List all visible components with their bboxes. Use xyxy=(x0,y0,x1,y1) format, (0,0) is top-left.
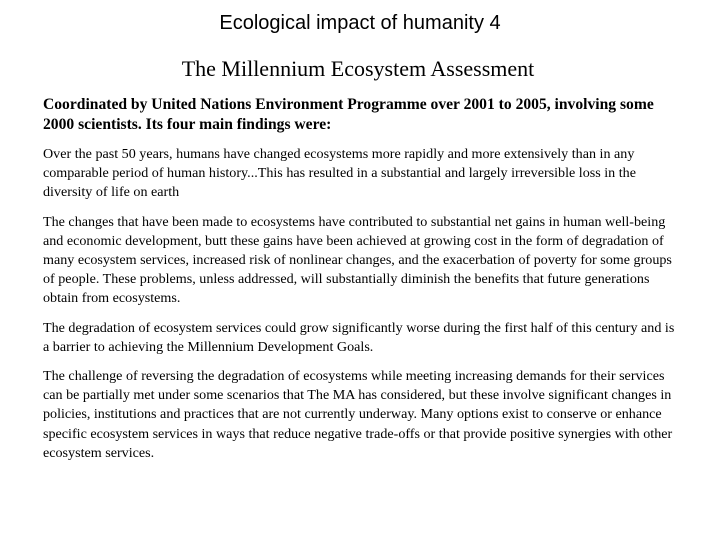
finding-paragraph-4: The challenge of reversing the degradation of ecosystems while meeting increasing demands for their services can be partially met under some scenarios that The MA has considered, but these involve significant changes in policies, institutions and practices that are not currently underway. Many options exist to conserve or enhance specific ecosystem services in ways that reduce negative trade-offs or that provide positive synergies with other ecosystem services. xyxy=(43,368,673,461)
slide-subtitle: The Millennium Ecosystem Assessment xyxy=(181,56,535,81)
finding-paragraph-2: The changes that have been made to ecosystems have contributed to substantial net gains in human well-being and economic development, butt these gains have been achieved at growing cost in the form of degradation of many ecosystem services, increased risk of nonlinear changes, and the exacerbation of poverty for some groups of people. These problems, unless addressed, will substantially diminish the benefits that future generations obtain from ecosystems. xyxy=(43,213,672,307)
intro-paragraph: Coordinated by United Nations Environment Programme over 2001 to 2005, involving some 2000 scientists. Its four main findings were: xyxy=(43,96,654,133)
finding-paragraph-1: Over the past 50 years, humans have changed ecosystems more rapidly and more extensively than in any comparable period of human history...This has resulted in a substantial and largely irreversible loss in the diversity of life on earth xyxy=(43,146,636,201)
slide-title: Ecological impact of humanity 4 xyxy=(219,12,501,34)
slide-body xyxy=(43,95,683,473)
finding-paragraph-3: The degradation of ecosystem services could grow significantly worse during the first half of this century and is a barrier to achieving the Millennium Development Goals. xyxy=(43,319,675,355)
